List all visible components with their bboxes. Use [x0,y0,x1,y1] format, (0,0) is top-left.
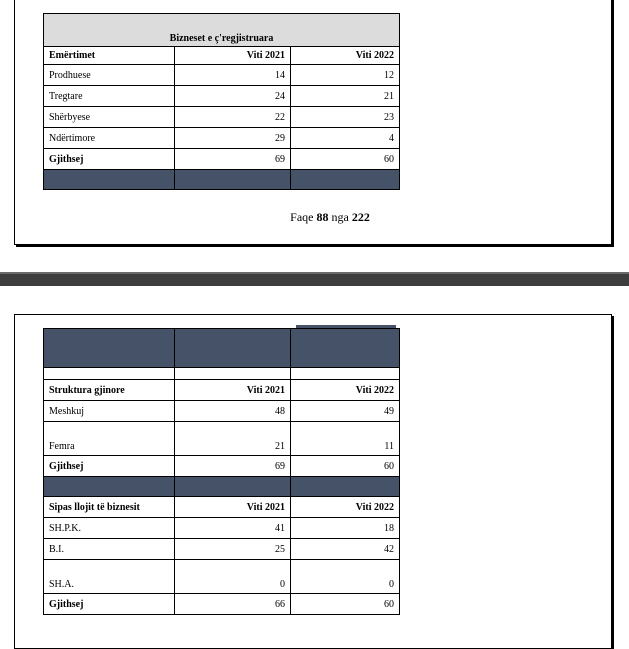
total-value: 69 [175,149,291,170]
cell-value: 42 [291,539,400,560]
row-label: Ndërtimore [44,128,175,149]
column-header: Viti 2022 [291,497,400,518]
row-label: Tregtare [44,86,175,107]
cell-value: 29 [175,128,291,149]
table-row [44,65,400,86]
total-label: Gjithsej [44,149,175,170]
table-header-row [44,47,400,65]
column-header: Sipas llojit të biznesit [44,497,175,518]
cell-value: 22 [175,107,291,128]
table-row [44,401,400,422]
column-header: Viti 2021 [175,380,291,401]
cell-value: 23 [291,107,400,128]
page-number-current: 88 [316,210,329,224]
total-value: 60 [291,594,400,615]
cell-value: 24 [175,86,291,107]
table-header-band [44,329,400,368]
page-separator [0,272,629,286]
table-footer-band [44,170,400,190]
table-total-row [44,149,400,170]
table-row [44,107,400,128]
column-header: Viti 2022 [291,47,400,65]
cell-value: 0 [291,560,400,594]
row-label: Shërbyese [44,107,175,128]
table-spacer-row [44,368,400,380]
table-row [44,518,400,539]
table-header-row [44,380,400,401]
table-total-row [44,594,400,615]
deregistered-businesses-table [43,13,400,190]
cell-value: 4 [291,128,400,149]
row-label: Prodhuese [44,65,175,86]
row-label: SH.A. [44,560,175,594]
table-title-row [44,14,400,47]
cell-value: 49 [291,401,400,422]
total-value: 69 [175,456,291,477]
total-label: Gjithsej [44,456,175,477]
page-number [0,210,629,225]
cell-value: 18 [291,518,400,539]
column-header: Viti 2021 [175,497,291,518]
column-header: Viti 2022 [291,380,400,401]
table-total-row [44,456,400,477]
table-row [44,128,400,149]
total-value: 60 [291,456,400,477]
row-label: Femra [44,422,175,456]
cell-value: 48 [175,401,291,422]
table-row [44,422,400,456]
row-label: SH.P.K. [44,518,175,539]
cell-value: 21 [291,86,400,107]
total-value: 60 [291,149,400,170]
table-row [44,560,400,594]
column-header: Viti 2021 [175,47,291,65]
column-header: Struktura gjinore [44,380,175,401]
cell-value: 41 [175,518,291,539]
table-title: Bizneset e ç'regjistruara [44,14,400,47]
total-label: Gjithsej [44,594,175,615]
cell-value: 0 [175,560,291,594]
business-structure-table [43,328,400,615]
row-label: B.I. [44,539,175,560]
row-label: Meshkuj [44,401,175,422]
cell-value: 14 [175,65,291,86]
section-divider-band [44,477,400,497]
page-number-middle: nga [331,210,349,224]
table-row [44,86,400,107]
cell-value: 21 [175,422,291,456]
page-number-total: 222 [351,210,370,224]
table-row [44,539,400,560]
page-number-prefix: Faqe [290,210,314,224]
cell-value: 12 [291,65,400,86]
column-header: Emërtimet [44,47,175,65]
cell-value: 11 [291,422,400,456]
total-value: 66 [175,594,291,615]
cell-value: 25 [175,539,291,560]
table-header-row [44,497,400,518]
